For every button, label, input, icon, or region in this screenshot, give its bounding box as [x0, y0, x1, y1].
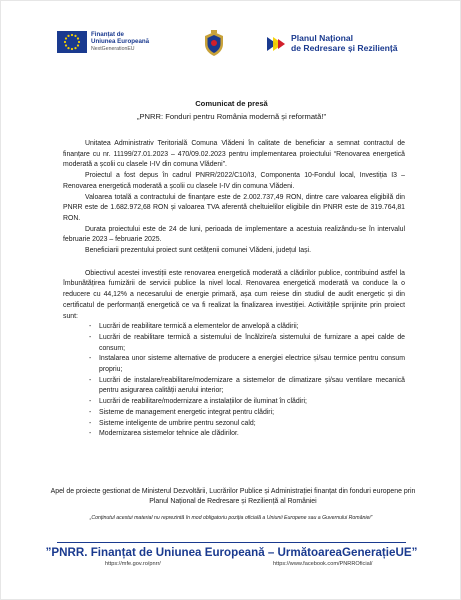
- eu-line-2: Uniunea Europeană: [91, 38, 150, 46]
- paragraph-contract: Unitatea Administrativ Teritorială Comuna Vlădeni în calitate de beneficiar a semnat contractul de finanțare cu nr. 11199/27.01.2023 – 470/09.02.2023 pentru implementarea proiectului “Renovarea energetică moderată a școlii cu clasele I-IV din comuna Vlădeni”.: [63, 140, 405, 169]
- paragraph-duration: Durata proiectului este de 24 de luni, perioada de implementare a acestuia realizându-se în intervalul februarie 2023 – februarie 2025.: [63, 225, 405, 244]
- government-crest-icon: [199, 29, 229, 59]
- footer-url-facebook[interactable]: https://www.facebook.com/PNRROficial/: [273, 561, 373, 567]
- eu-flag-icon: [57, 31, 87, 53]
- paragraph-objective: Obiectivul acestei investiții este renovarea energetică moderată a clădirilor publice, contribuind astfel la îmbunătățirea furnizării de servicii publice la nivel local. Renovarea energetică moderată va conduce la o reducere cu 44,12% a necesarului de energie primară, așa cum reiese din studiul de audit energetic și din certificatul de performanță energetică ce va fi realizat la finalizarea investiției. Activitățile sprijinite prin proiect sunt:: [63, 269, 405, 320]
- header: [1, 29, 461, 63]
- eu-logo: [57, 31, 149, 53]
- pnrr-line-2: de Redresare și Reziliență: [291, 43, 398, 53]
- list-item: - Lucrări de reabilitare/modernizare a instalațiilor de iluminat în clădiri;: [89, 397, 405, 408]
- footer-slogan: ”PNRR. Finanțat de Uniunea Europeană – UrmătoareaGenerațieUE”: [45, 546, 418, 559]
- list-item: - Sisteme inteligente de umbrire pentru sezonul cald;: [89, 419, 405, 430]
- pnrr-mark-icon: [265, 33, 287, 55]
- list-item: - Modernizarea sistemelor tehnice ale clădirilor.: [89, 429, 405, 440]
- document-body: [63, 139, 405, 440]
- activities-list: [89, 322, 405, 440]
- paragraph-submission: Proiectul a fost depus în cadrul PNRR/2022/C10/I3, Componenta 10-Fondul local, Investiția I3 – Renovarea energetică moderată a școlii cu clasele I-IV din comuna Vlădeni.: [63, 172, 405, 190]
- list-item: - Lucrări de instalare/reabilitare/modernizare a sistemelor de climatizare și/sau ventilare mecanică pentru asigurarea calității aerului interior;: [89, 376, 405, 397]
- pnrr-logo-text: [291, 34, 398, 53]
- disclaimer: „Conținutul acestui material nu reprezintă în mod obligatoriu poziția oficială a Uniunii Europene sau a Guvernului României”: [89, 515, 373, 521]
- closing-paragraph: Apel de proiecte gestionat de Ministerul Dezvoltării, Lucrărilor Publice și Administrației finanțat din fonduri europene prin Planul Național de Redresare și Reziliență al României: [50, 488, 416, 506]
- eu-line-3: NextGenerationEU: [91, 45, 135, 52]
- list-item: - Sisteme de management energetic integrat pentru clădiri;: [89, 408, 405, 419]
- eu-logo-text: [91, 31, 149, 53]
- pnrr-line-1: Planul Național: [291, 33, 354, 44]
- paragraph-value: Valoarea totală a contractului de finanțare este de 2.002.737,49 RON, dintre care valoarea eligibilă din PNRR este de 1.682.972,68 RON și valoarea TVA aferentă cheltuielilor eligibile din PNRR este de 319.764,81 RON.: [63, 193, 405, 222]
- paragraph-beneficiaries: Beneficiarii prezentului proiect sunt cetățenii comunei Vlădeni, județul Iași.: [85, 247, 311, 255]
- document-subtitle: „PNRR: Fonduri pentru România modernă și reformată!”: [136, 112, 327, 121]
- document-title: Comunicat de presă: [195, 99, 268, 108]
- list-item: - Lucrări de reabilitare termică a sistemului de încălzire/a sistemului de furnizare a apei calde de consum;: [89, 333, 405, 354]
- pnrr-logo: [265, 33, 398, 55]
- list-item: - Lucrări de reabilitare termică a elementelor de anvelopă a clădirii;: [89, 322, 405, 333]
- footer-url-mfe[interactable]: https://mfe.gov.ro/pnrr/: [105, 561, 161, 567]
- eu-line-1: Finanțat de: [91, 31, 125, 38]
- list-item: - Instalarea unor sisteme alternative de producere a energiei electrice și/sau termice pentru consum propriu;: [89, 354, 405, 375]
